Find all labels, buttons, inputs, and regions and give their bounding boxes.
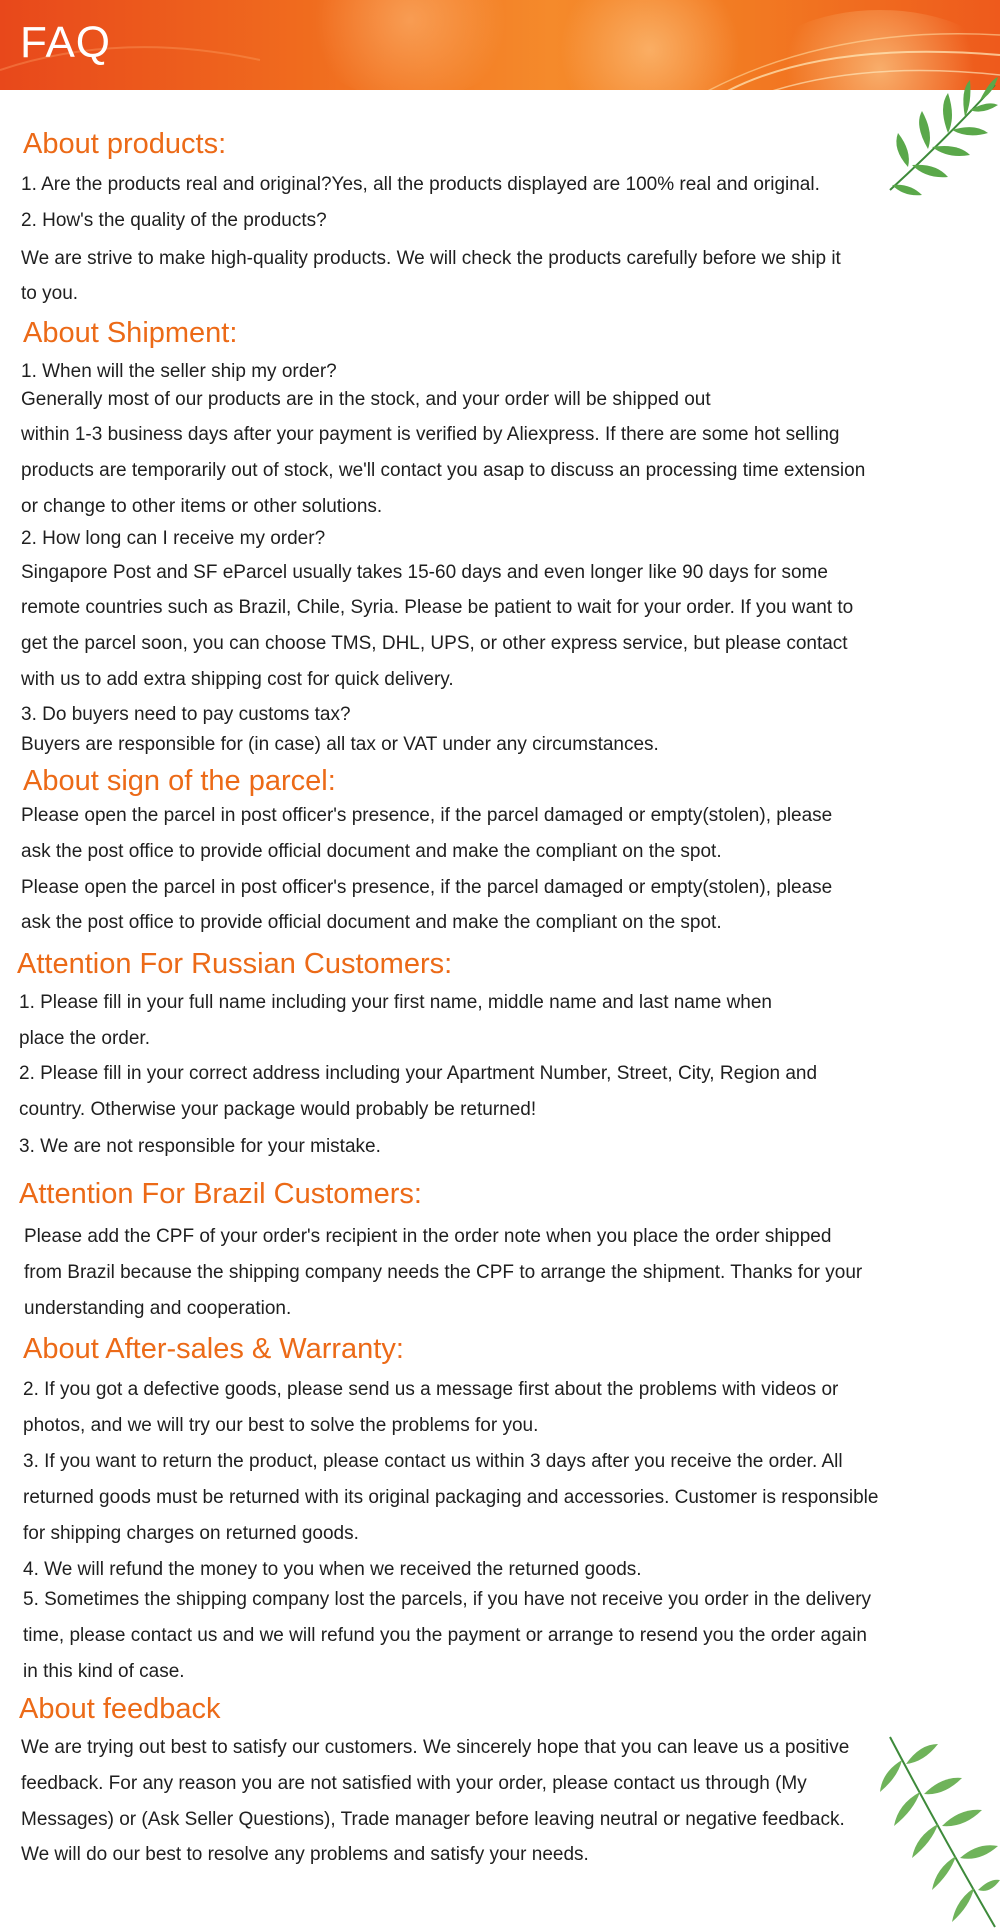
palm-leaf-top-right-icon — [870, 75, 1000, 205]
banner-light-streaks — [0, 0, 1000, 90]
text-line: 2. How's the quality of the products? — [21, 210, 327, 231]
text-line: 1. When will the seller ship my order? — [21, 361, 337, 382]
text-line: photos, and we will try our best to solve the problems for you. — [23, 1415, 539, 1436]
palm-leaf-bottom-right-icon — [880, 1732, 1000, 1932]
text-line: feedback. For any reason you are not satisfied with your order, please contact us through (My — [21, 1773, 807, 1794]
text-line: to you. — [21, 283, 79, 304]
text-line: 2. If you got a defective goods, please send us a message first about the problems with videos or — [23, 1379, 839, 1400]
text-line: country. Otherwise your package would probably be returned! — [19, 1099, 537, 1120]
text-line: We will do our best to resolve any problems and satisfy your needs. — [21, 1844, 589, 1865]
section-heading-brazil: Attention For Brazil Customers: — [19, 1178, 422, 1210]
section-heading-products: About products: — [23, 128, 227, 160]
text-line: for shipping charges on returned goods. — [23, 1523, 359, 1544]
section-heading-russian: Attention For Russian Customers: — [17, 948, 453, 980]
text-line: Buyers are responsible for (in case) all tax or VAT under any circumstances. — [21, 734, 659, 755]
text-line: 5. Sometimes the shipping company lost the parcels, if you have not receive you order in the delivery — [23, 1589, 872, 1610]
text-line: in this kind of case. — [23, 1661, 185, 1682]
text-line: get the parcel soon, you can choose TMS, DHL, UPS, or other express service, but please contact — [21, 633, 848, 654]
text-line: or change to other items or other solutions. — [21, 496, 383, 517]
text-line: Please open the parcel in post officer's presence, if the parcel damaged or empty(stolen), please — [21, 877, 833, 898]
text-line: Please add the CPF of your order's recipient in the order note when you place the order shipped — [24, 1226, 832, 1247]
text-line: ask the post office to provide official document and make the compliant on the spot. — [21, 912, 722, 933]
text-line: place the order. — [19, 1028, 150, 1049]
text-line: 3. We are not responsible for your mistake. — [19, 1136, 381, 1157]
text-line: ask the post office to provide official document and make the compliant on the spot. — [21, 841, 722, 862]
page-title: FAQ — [20, 18, 112, 67]
section-heading-sign-parcel: About sign of the parcel: — [23, 765, 336, 797]
text-line: 2. Please fill in your correct address including your Apartment Number, Street, City, Region and — [19, 1063, 818, 1084]
section-heading-feedback: About feedback — [19, 1693, 221, 1725]
text-line: with us to add extra shipping cost for quick delivery. — [21, 669, 454, 690]
text-line: 2. How long can I receive my order? — [21, 528, 326, 549]
text-line: understanding and cooperation. — [24, 1298, 292, 1319]
text-line: Please open the parcel in post officer's presence, if the parcel damaged or empty(stolen), please — [21, 805, 833, 826]
text-line: from Brazil because the shipping company needs the CPF to arrange the shipment. Thanks for your — [24, 1262, 863, 1283]
section-heading-after-sales: About After-sales & Warranty: — [23, 1333, 404, 1365]
text-line: We are strive to make high-quality products. We will check the products carefully before we ship it — [21, 248, 841, 269]
text-line: within 1-3 business days after your payment is verified by Aliexpress. If there are some hot selling — [21, 424, 840, 445]
text-line: 3. Do buyers need to pay customs tax? — [21, 704, 351, 725]
text-line: 1. Please fill in your full name including your first name, middle name and last name when — [19, 992, 772, 1013]
text-line: Generally most of our products are in the stock, and your order will be shipped out — [21, 389, 711, 410]
text-line: Messages) or (Ask Seller Questions), Trade manager before leaving neutral or negative feedback. — [21, 1809, 845, 1830]
text-line: returned goods must be returned with its original packaging and accessories. Customer is responsible — [23, 1487, 879, 1508]
faq-banner — [0, 0, 1000, 90]
text-line: We are trying out best to satisfy our customers. We sincerely hope that you can leave us a positive — [21, 1737, 850, 1758]
section-heading-shipment: About Shipment: — [23, 317, 238, 349]
text-line: 3. If you want to return the product, please contact us within 3 days after you receive the order. All — [23, 1451, 843, 1472]
text-line: time, please contact us and we will refund you the payment or arrange to resend you the order again — [23, 1625, 867, 1646]
text-line: Singapore Post and SF eParcel usually takes 15-60 days and even longer like 90 days for some — [21, 562, 828, 583]
text-line: 4. We will refund the money to you when we received the returned goods. — [23, 1559, 642, 1580]
text-line: remote countries such as Brazil, Chile, Syria. Please be patient to wait for your order. If you want to — [21, 597, 854, 618]
text-line: 1. Are the products real and original?Yes, all the products displayed are 100% real and original. — [21, 174, 820, 195]
text-line: products are temporarily out of stock, we'll contact you asap to discuss an processing time extension — [21, 460, 866, 481]
